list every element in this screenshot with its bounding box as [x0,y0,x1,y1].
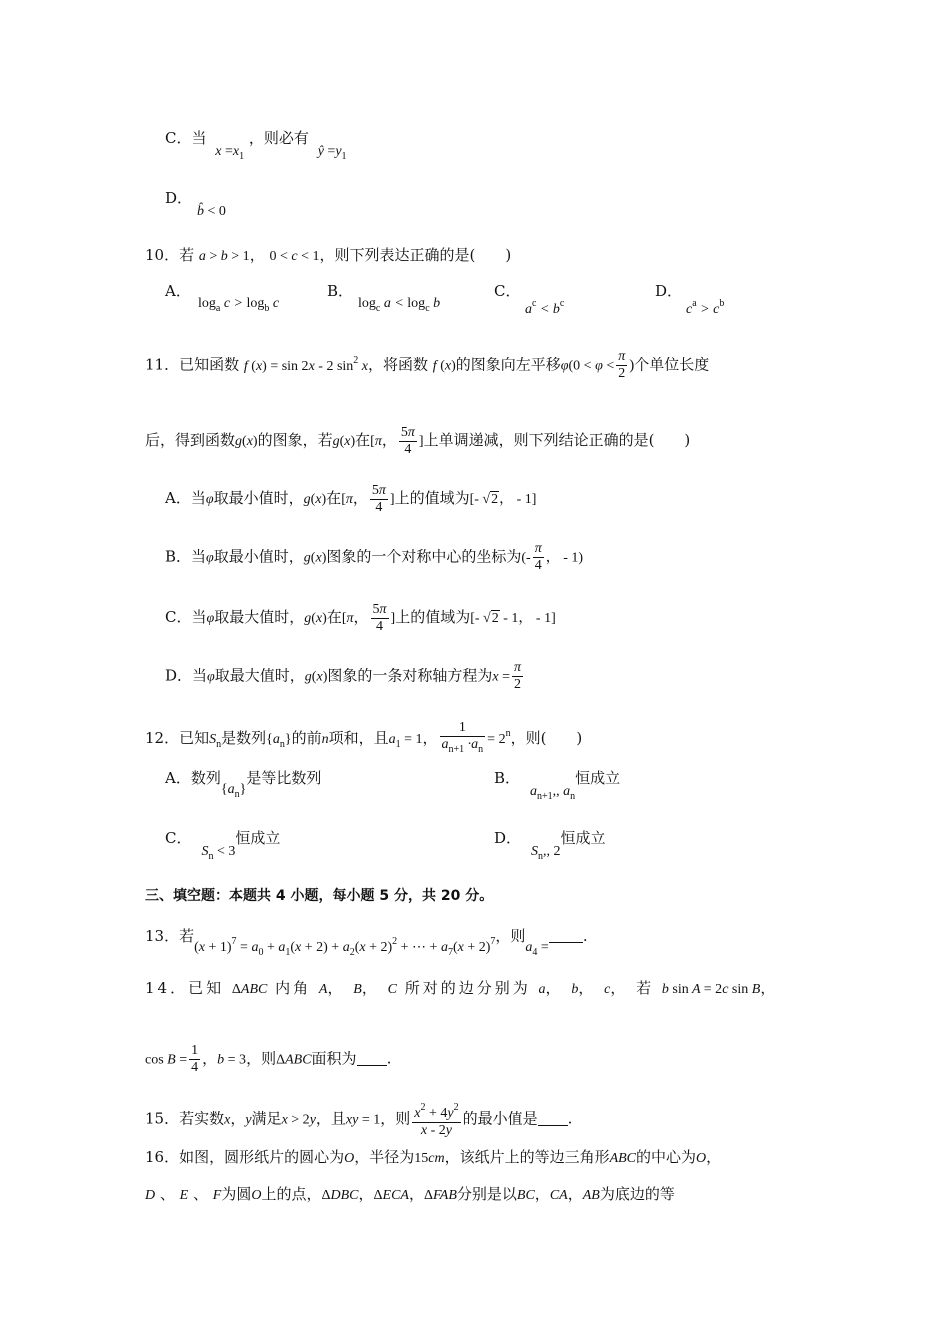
text: 图象的一个对称中心的坐标为 [326,547,522,566]
text: . [582,927,588,945]
text: 若 [636,979,655,997]
q12-option-c: C．$S_n < 3$恒成立 [165,829,281,862]
label: C．当 [165,608,207,626]
q10-option-d-formula: $c^a > c^b$ [686,298,725,317]
text: 的前 [291,729,322,747]
sep: ， [249,246,265,264]
text: 上单调递减，则下列结论正确的是( ) [423,431,691,449]
text: 是数列 [221,729,267,747]
q12-option-a: A．数列$\{a_n\}$是等比数列 [165,769,322,800]
text: 在 [326,489,342,507]
label: D． [655,282,683,300]
text: ，将函数 [368,355,429,374]
text: 的图象向左平移 [455,355,561,374]
q10-option-a [165,281,191,301]
q10-option-b [327,281,353,301]
text: 面积为 [311,1049,357,1068]
text: 上的值域为 [395,608,471,626]
section-heading: 三、填空题：本题共 4 小题，每小题 5 分，共 20 分。 [145,888,494,904]
text: 为圆 [221,1185,252,1203]
q14-number: 14．已知 [145,979,225,997]
q11-stem-line1: 11．已知函数 f (x) = sin 2x - 2 $\sin^2 x$，将函数 f (x)的图象向左平移φ(0 < φ < $\frac{\pi}{2}$ )个单位长度 [145,349,710,381]
q11-number: 11．已知函数 [145,355,240,374]
q11-option-c: C．当φ取最大值时，g(x)在[π， $\frac{5\pi}{4}$ ]上的值域为[- √2 - 1， - 1] [165,602,556,634]
label: B．当 [165,547,207,566]
text: 取最小值时， [213,489,304,507]
label: C． [494,282,521,300]
q16-number: 16．如图，圆形纸片的圆心为 [145,1148,345,1166]
text: 所对的边分别为 [404,979,531,997]
q11-stem-line2: 后，得到函数g(x)的图象，若g(x)在[π， $\frac{5\pi}{4}$ ]上单调递减，则下列结论正确的是( ) [145,425,691,457]
text: 取最大值时， [214,608,305,626]
q15-stem: 15．若实数x，y满足x > 2y，且xy = 1，则 $\frac{x^2 + 4y^2}{x - 2y}$ 的最小值是 . [145,1102,573,1138]
text: . [567,1109,573,1128]
text: ，则 [495,927,526,945]
text: ，则下列表达正确的是( ) [319,246,512,264]
text: ，则 [380,1109,411,1128]
label: C．当 [165,129,207,147]
text: ， [422,729,438,747]
text: 恒成立 [235,829,281,847]
text: ，则 [246,1049,277,1068]
q15-number: 15．若实数 [145,1109,225,1128]
label: D． [165,189,193,207]
label: A．当 [165,489,206,507]
text: 的图象，若 [257,431,333,449]
label: A．数列 [165,769,221,787]
text: 在 [355,431,371,449]
q11-option-d: D．当φ取最大值时，g(x)图象的一条对称轴方程为x = $\frac{\pi}{2}$ [165,660,522,692]
text: 图象的一条对称轴方程为 [327,666,493,685]
text: 项和，且 [328,729,389,747]
text: 是等比数列 [246,769,322,787]
label: B． [494,769,521,787]
q14-stem-line2: cos B = $\frac{1}{4}$ ，b = 3，则ΔABC面积为 . [145,1043,392,1075]
q13-stem: 13．若$(x + 1)^7 = a_0 + a_1(x + 2) + a_2(x + 2)^2$ + ⋯ + $a_7(x + 2)^7$，则$a_4$ =. [145,927,588,958]
q16-stem-line1: 16．如图，圆形纸片的圆心为O，半径为15cm，该纸片上的等边三角形ABC的中心为O， [145,1148,722,1166]
text: ，则( ) [510,729,583,747]
text: 内角 [275,979,312,997]
q12-option-b: B．$a_{n+1}$,, $a_n$恒成立 [494,769,621,802]
text: 满足 [251,1109,282,1128]
q10-option-c-formula: $a^c < b^c$ [525,298,565,317]
q16-stem-line2: D 、 E 、 F为圆O上的点，ΔDBC，ΔECA，ΔFAB分别是以BC，CA，AB为底边的等 [145,1185,675,1203]
text: 分别是以 [456,1185,517,1203]
label: A． [165,282,191,300]
q9-option-c: C．当 $x =x_1$ ，则必有 ŷ $=y_1$ [165,129,347,162]
text: 后，得到函数 [145,431,236,449]
text: 的中心为 [636,1148,697,1166]
q11-option-b: B．当φ取最小值时，g(x)图象的一个对称中心的坐标为(- $\frac{\pi}{4}$ ， - 1) [165,541,584,573]
text: 取最小值时， [213,547,304,566]
text: 恒成立 [560,829,606,847]
text: ，半径为 [354,1148,415,1166]
text: 上的值域为 [394,489,470,507]
q10-number: 10．若 [145,246,195,264]
q12-stem: 12．已知$S_n$是数列$\{a_n\}$的前n项和，且$a_1 = 1$， $\frac{1}{a_{n+1} \cdot a_n}$ = $2^n$，则( ) [145,720,583,755]
text: 恒成立 [575,769,621,787]
text: . [386,1049,392,1068]
text: ，且 [315,1109,346,1128]
label: C． [165,829,192,847]
label: D． [494,829,522,847]
q13-number: 13．若 [145,927,195,945]
answer-blank[interactable] [357,1051,387,1066]
text: ，该纸片上的等边三角形 [444,1148,610,1166]
q12-option-d: D．$S_n$,, 2恒成立 [494,829,606,862]
text: 为底边的等 [599,1185,675,1203]
answer-blank[interactable] [549,928,583,943]
q10-option-b-formula: $\log_c a < \log_c b$ [358,296,441,314]
q12-number: 12．已知 [145,729,210,747]
q11-option-a: A．当φ取最小值时，g(x)在[π， $\frac{5\pi}{4}$ ]上的值域为[- √2， - 1] [165,483,537,515]
text: 的最小值是 [462,1109,538,1128]
text: 个单位长度 [634,355,710,374]
q10-stem: 10．若 a > b > 1， 0 < c < 1，则下列表达正确的是( ) [145,246,512,264]
text: 取最大值时， [214,666,305,685]
text: ，则必有 [248,129,309,147]
text: 在 [326,608,342,626]
label: B． [327,282,354,300]
answer-blank[interactable] [538,1111,568,1126]
text: 上的点， [261,1185,322,1203]
q10-option-d [655,281,682,301]
q9-option-d [165,188,192,208]
label: D．当 [165,666,208,685]
q14-stem-line1: 14．已知 ΔABC 内角 A， B， C 所对的边分别为 a， b， c， 若 b sin A = 2c sin B， [145,979,779,997]
q10-option-c [494,281,520,301]
q9-option-d-formula: b̂ < 0 [197,204,226,219]
q10-option-a-formula: $\log_a c > \log_b c$ [198,296,280,314]
